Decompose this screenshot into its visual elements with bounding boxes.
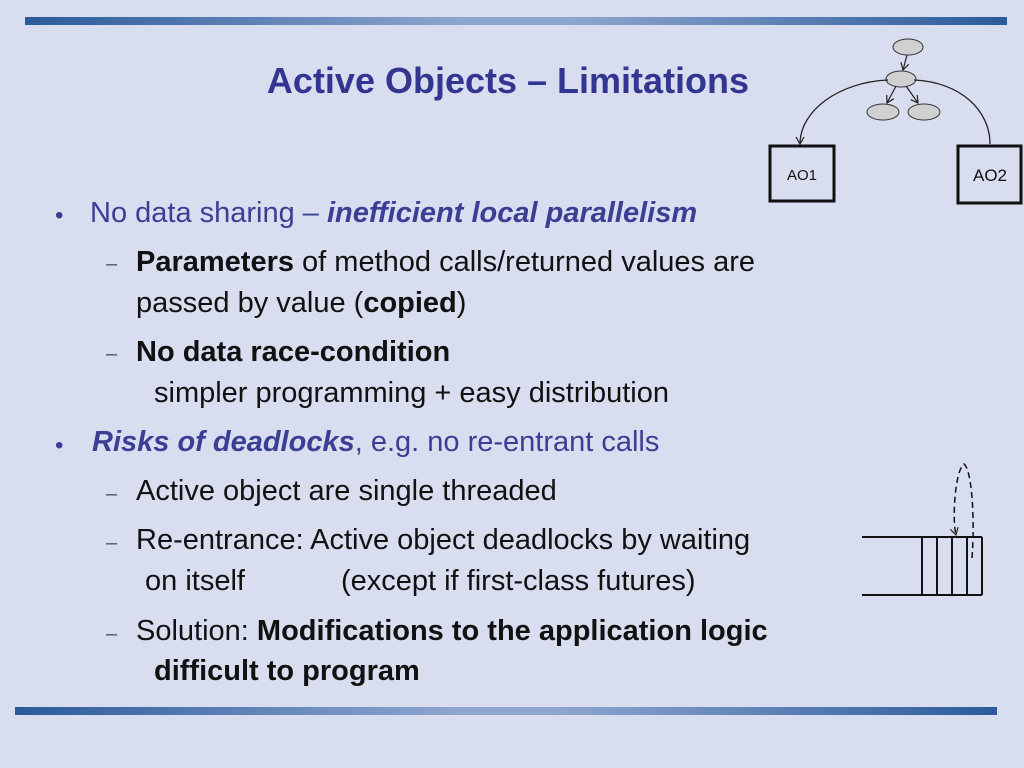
ao2-label: AO2 bbox=[972, 166, 1008, 185]
sub-bullet-marker: – bbox=[106, 483, 118, 505]
sub-difficult-to-program: difficult to program bbox=[154, 655, 420, 687]
sub-parameters: Parameters of method calls/returned values are bbox=[136, 246, 756, 278]
sub-bullet-marker: – bbox=[106, 623, 118, 645]
sub-re-entrance: Re-entrance: Active object deadlocks by waiting bbox=[136, 524, 751, 556]
slide-title: Active Objects – Limitations bbox=[266, 60, 750, 101]
sub-single-threaded: Active object are single threaded bbox=[136, 475, 557, 507]
sub-bullet-marker: – bbox=[106, 343, 118, 365]
sub-no-data-race: No data race-condition bbox=[136, 336, 451, 368]
bullet-risks-of-deadlocks: Risks of deadlocks, e.g. no re-entrant calls bbox=[92, 426, 660, 458]
sub-simpler-programming: simpler programming + easy distribution bbox=[154, 377, 669, 409]
ao1-label: AO1 bbox=[786, 167, 818, 184]
bullet-marker: • bbox=[55, 432, 64, 459]
sub-bullet-marker: – bbox=[106, 532, 118, 554]
sub-solution: Solution: Modifications to the application logic bbox=[136, 615, 768, 647]
sub-re-entrance-cont: on itself (except if first-class futures) bbox=[145, 565, 696, 597]
sub-parameters-cont: passed by value (copied) bbox=[136, 287, 467, 319]
sub-bullet-marker: – bbox=[106, 253, 118, 275]
object-graph bbox=[800, 39, 990, 144]
request-queue-diagram bbox=[862, 464, 982, 595]
bullet-marker: • bbox=[55, 202, 64, 229]
bullet-no-data-sharing: No data sharing – inefficient local parallelism bbox=[90, 197, 698, 229]
